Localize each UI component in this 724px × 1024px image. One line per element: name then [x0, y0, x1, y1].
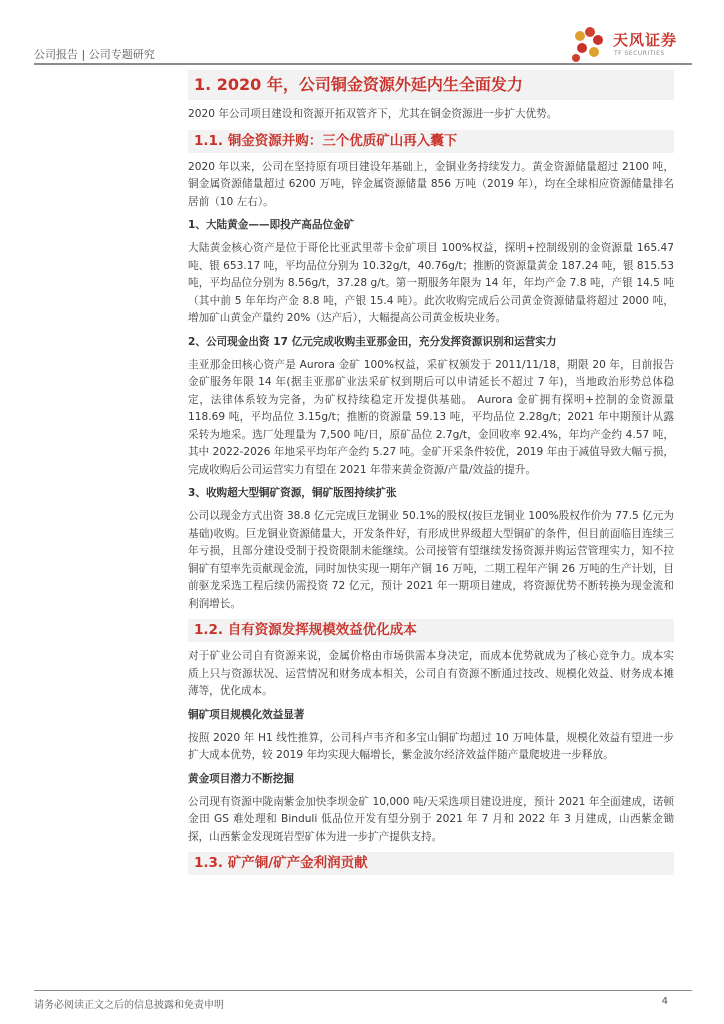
- main-content: [188, 70, 674, 875]
- section-1-2-paragraph-3: 公司现有资源中陇南紫金加快李坝金矿 10,000 吨/天采选项目建设进度，预计 2021 年全面建成，诺顿金田 GS 难处理和 Binduli 低品位开发有望分别于 2021 年 7 月和 2022 年 3 月建成，山西紫金锄探，山西紫金发现斑岩型矿体为进一步扩产提供支持。: [188, 795, 674, 843]
- report-type: 公司报告 | 公司专题研究: [34, 48, 155, 61]
- header-divider: [34, 63, 692, 65]
- footer-divider: [34, 990, 692, 991]
- logo-subtitle: TF SECURITIES: [614, 50, 665, 57]
- subheading-copper-acquisition: 3、收购超大型铜矿资源，铜矿版图持续扩张: [188, 487, 397, 499]
- section-1-heading: 1. 2020 年，公司铜金资源外延内生全面发力: [188, 70, 674, 100]
- footer-disclaimer: 请务必阅读正文之后的信息披露和免责申明: [34, 1000, 224, 1011]
- logo-name: 天风证券: [613, 31, 678, 49]
- page-number: 4: [661, 996, 668, 1007]
- section-1-3-heading: 1.3. 矿产铜/矿产金利润贡献: [188, 852, 674, 875]
- subheading-guyana-goldfields: 2、公司现金出资 17 亿元完成收购圭亚那金田，充分发挥资源识别和运营实力: [188, 335, 557, 348]
- section-1-1-paragraph-4: 公司以现金方式出资 38.8 亿元完成巨龙铜业 50.1%的股权(按巨龙铜业 100%股权作价为 77.5 亿元为基础)收购。巨龙铜业资源储量大，开发条件好，有形成世界级超大型铜矿的条件，但目前面临目连续三年亏损，且部分建设受制于投资限制未能继续。公司接管有望继续发扬资源并购运营管理实力，知不拉铜矿有望率先贡献现金流，同时加快实现一期年产铜 16 万吨，二期工程年产铜 26 万吨的生产计划，目前驱龙采选工程后续仍需投资 72 亿元，预计 2021 年一期项目建成，将资源优势不断转换为现金流和利润增长。: [188, 510, 674, 610]
- section-1-1-paragraph-1: 2020 年以来，公司在坚持原有项目建设年基础上，金铜业务持续发力。黄金资源储量超过 2100 吨，铜金属资源储量超过 6200 万吨，锌金属资源储量 856 万吨（2019 年），均在全球相应资源储量排名居前（10 左右）。: [188, 160, 674, 208]
- subheading-gold-potential: 黄金项目潜力不断挖掘: [188, 772, 294, 785]
- subheading-continental-gold: 1、大陆黄金——即投产高品位金矿: [188, 219, 355, 231]
- section-1-1-paragraph-2: 大陆黄金核心资产是位于哥伦比亚武里蒂卡金矿项目 100%权益，探明+控制级别的金资源量 165.47 吨、银 653.17 吨，平均品位分别为 10.32g/t，40.76g/t；推断的资源量黄金 187.24 吨，银 815.53 吨，平均品位分别为 8.56g/t，37.28 g/t。第一期服务年限为 14 年，年均产金 7.8 吨，产银 14.5 吨（其中前 5 年年均产金 8.8 吨，产银 15.4 吨）。此次收购完成后公司黄金资源储量将超过 2000 吨，增加矿山黄金产量约 20%（达产后），大幅提高公司黄金板块业务。: [188, 242, 674, 324]
- section-1-2-paragraph-1: 对于矿业公司自有资源来说，金属价格由市场供需本身决定，而成本优势就成为了核心竞争力。成本实质上只与资源状况、运营情况和财务成本相关，公司自有资源不断通过技改、规模化效益、财务成本摊薄等，优化成本。: [188, 650, 674, 697]
- section-1-1-paragraph-3: 圭亚那金田核心资产是 Aurora 金矿 100%权益，采矿权颁发于 2011/11/18，期限 20 年，目前报告金矿服务年限 14 年(据圭亚那矿业法采矿权到期后可以申请延长不超过 7 年)，当地政治形势总体稳定，法律体系较为完备，为矿权持续稳定开发提供基础。 Aurora 金矿拥有探明+控制的金资源量 118.69 吨，平均品位 3.15g/t；推断的资源量 59.13 吨，平均品位 2.28g/t；2021 年中期预计从露采转为地采。选厂处理量为 7,500 吨/日，原矿品位 2.7g/t，金回收率 92.4%，年均产金约 4.57 吨，其中 2022-2026 年地采平均年产金约 5.27 吨。金矿开采条件较优，2019 年由于减值导致大幅亏损，完成收购后公司运营实力有望在 2021 年带来黄金资源/产量/效益的提升。: [188, 358, 674, 476]
- section-1-intro: 2020 年公司项目建设和资源开拓双管齐下，尤其在铜金资源进一步扩大优势。: [188, 108, 558, 120]
- section-1-2-heading: 1.2. 自有资源发挥规模效益优化成本: [188, 619, 674, 642]
- subheading-copper-scale: 铜矿项目规模化效益显著: [188, 708, 305, 721]
- section-1-2-paragraph-2: 按照 2020 年 H1 线性推算，公司科卢韦齐和多宝山铜矿均超过 10 万吨体量，规模化效益有望进一步扩大成本优势，较 2019 年均实现大幅增长，紫金波尔经济效益伴随产量爬坡进一步释放。: [188, 731, 674, 761]
- section-1-1-heading: 1.1. 铜金资源并购：三个优质矿山再入囊下: [188, 130, 674, 153]
